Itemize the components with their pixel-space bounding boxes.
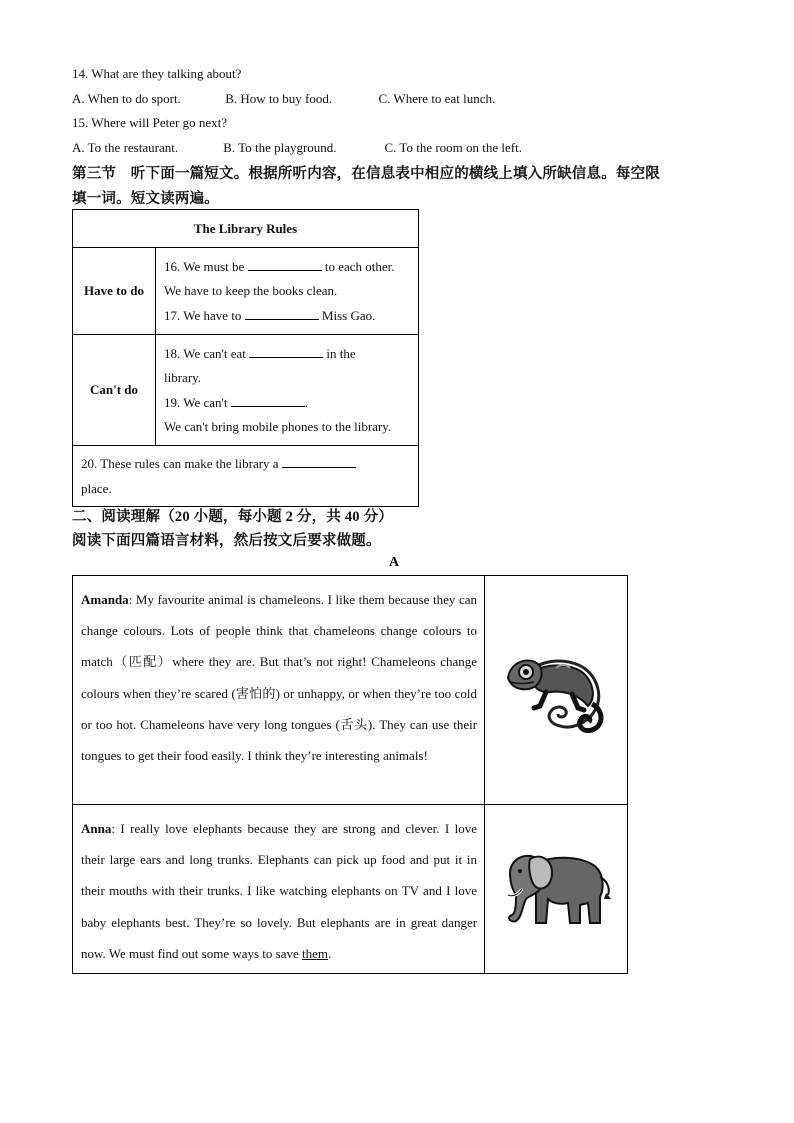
rule-18-text: 18. We can't eat xyxy=(164,345,246,361)
question-15-options xyxy=(72,140,522,156)
chameleon-icon xyxy=(500,638,612,738)
option-a[interactable]: A. To the restaurant. xyxy=(72,140,179,155)
anna-paragraph xyxy=(73,805,485,974)
rule-16-text: 16. We must be xyxy=(164,258,245,274)
amanda-paragraph xyxy=(73,576,485,805)
reading-passage-table xyxy=(72,575,628,974)
speaker-name: Anna xyxy=(81,821,112,836)
cant-do-cell xyxy=(156,335,419,446)
passage-letter: A xyxy=(389,555,400,570)
part2-instruction: 阅读下面四篇语言材料，然后按文后要求做题。 xyxy=(72,533,381,549)
answer-blank-19[interactable] xyxy=(231,393,305,407)
rule-20-text: 20. These rules can make the library a xyxy=(81,456,279,471)
rule-17-text-end: Miss Gao. xyxy=(321,307,376,323)
rule-mobile-phones: We can't bring mobile phones to the library. xyxy=(164,419,392,434)
library-rules-table xyxy=(72,209,419,507)
have-to-label: Have to do xyxy=(73,248,156,335)
elephant-icon xyxy=(496,837,616,937)
table-title: The Library Rules xyxy=(73,210,419,248)
answer-blank-20[interactable] xyxy=(282,454,356,468)
question-15: 15. Where will Peter go next? xyxy=(72,115,227,130)
rule-20-text-end: place. xyxy=(81,480,112,496)
question-14: 14. What are they talking about? xyxy=(72,66,242,81)
rule-19-text: 19. We can't xyxy=(164,394,228,410)
section3-heading: 第三节 听下面一篇短文。根据所听内容，在信息表中相应的横线上填入所缺信息。每空限 xyxy=(72,166,660,182)
option-b[interactable]: B. How to buy food. xyxy=(225,91,333,106)
rule-clean-books: We have to keep the books clean. xyxy=(164,283,338,299)
answer-blank-17[interactable] xyxy=(245,306,319,320)
section3-heading-cont: 填一词。短文读两遍。 xyxy=(72,191,219,207)
part2-heading: 二、阅读理解（20 小题，每小题 2 分，共 40 分） xyxy=(72,509,393,525)
have-to-cell xyxy=(156,248,419,335)
question-14-options xyxy=(72,91,495,107)
rule-18-text-end: in the library. xyxy=(164,345,356,385)
anna-text: : I really love elephants because they are strong and clever. I love their large ears and long trunks. Elephants can pick up food and put it in their mouths with their trunks. I like watching elephants on TV and I love baby elephants best. They’re so lovely. But elephants are in great danger now. We must find out some ways to save xyxy=(81,821,478,961)
anna-text-end: . xyxy=(328,945,332,961)
elephant-picture-cell xyxy=(485,805,628,974)
rule-20-cell xyxy=(73,446,419,507)
underlined-word: them xyxy=(302,945,329,961)
cant-do-label: Can't do xyxy=(73,335,156,446)
chameleon-picture-cell xyxy=(485,576,628,805)
rule-17-text: 17. We have to xyxy=(164,307,242,323)
option-a[interactable]: A. When to do sport. xyxy=(72,91,181,106)
amanda-text: : My favourite animal is chameleons. I like them because they can change colours. Lots of people think that chameleons change colours to match（匹配）where they are. But that’s not right! Chameleons change colours when they’re scared (害怕的) or unhappy, or when they’re too cold or too hot. Chameleons have very long tongues (舌头). They can use their tongues to get their food easily. I think they’re interesting animals! xyxy=(81,592,478,764)
option-c[interactable]: C. Where to eat lunch. xyxy=(378,91,496,106)
rule-19-period: . xyxy=(304,394,309,410)
option-b[interactable]: B. To the playground. xyxy=(223,140,337,155)
rule-16-text-end: to each other. xyxy=(324,258,395,274)
option-c[interactable]: C. To the room on the left. xyxy=(384,140,522,155)
answer-blank-18[interactable] xyxy=(249,344,323,358)
answer-blank-16[interactable] xyxy=(248,257,322,271)
speaker-name: Amanda xyxy=(81,592,129,607)
